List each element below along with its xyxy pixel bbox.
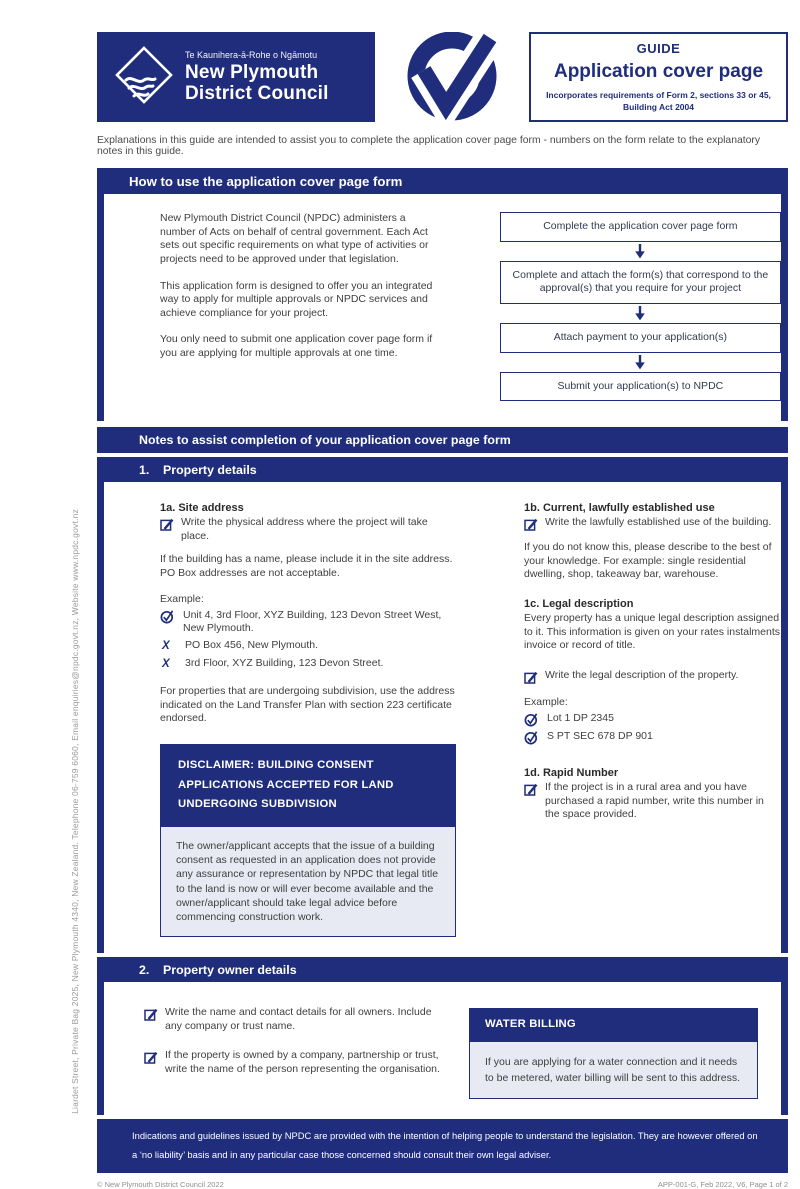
check-icon <box>524 730 539 745</box>
s1a-example-label: Example: <box>160 592 204 605</box>
water-billing-body: If you are applying for a water connection and it needs to be metered, water billing will be sent to this address. <box>469 1042 758 1100</box>
water-billing-heading: WATER BILLING <box>469 1008 758 1042</box>
liability-disclaimer-bar: Indications and guidelines issued by NPDC are provided with the intention of helping people to understand the legislation. They are however offered on a ‘no liability’ basis and in any particular case those concerned should consult their own legal adviser. <box>97 1119 788 1173</box>
s1c-example: Lot 1 DP 2345 <box>547 712 614 725</box>
document-reference: APP-001-G, Feb 2022, V6, Page 1 of 2 <box>657 1179 788 1189</box>
write-icon <box>144 1006 158 1033</box>
s1a-bad-example: PO Box 456, New Plymouth. <box>185 639 319 652</box>
process-flowchart <box>500 212 781 401</box>
tick-emblem-icon <box>375 32 529 122</box>
copyright-text: © New Plymouth District Council 2022 <box>97 1179 224 1189</box>
how-to-section <box>97 168 788 421</box>
water-billing-box <box>469 1008 758 1099</box>
how-to-paragraph: New Plymouth District Council (NPDC) administers a number of Acts on behalf of central government. Each Act sets out specific requirements on what type of activities or projects need to be approved under that legislation. <box>160 212 429 265</box>
s1a-write-note: Write the physical address where the project will take place. <box>181 516 428 542</box>
contact-sidebar-text: Liardet Street, Private Bag 2025, New Plymouth 4340, New Zealand. Telephone 06-759 6060, Email enquiries@npdc.govt.nz, Website www.npdc.govt.nz <box>70 509 80 1114</box>
page-footer-line <box>97 1180 788 1189</box>
down-arrow-icon <box>634 244 646 259</box>
s1a-paragraph: For properties that are undergoing subdivision, use the address indicated on the Land Transfer Plan with section 223 certificate endorsed. <box>160 684 455 725</box>
s2-write-note: Write the name and contact details for all owners. Include any company or trust name. <box>165 1006 432 1032</box>
s1c-example: S PT SEC 678 DP 901 <box>547 730 653 743</box>
cross-icon: X <box>162 640 170 653</box>
s1c-paragraph: Every property has a unique legal description assigned to it. This information is given on your rates instalments invoice or record of title. <box>524 612 781 652</box>
section1-heading-bar <box>97 457 788 482</box>
flow-step: Complete and attach the form(s) that correspond to the approval(s) that you require for your project <box>500 261 781 304</box>
notes-heading-bar: Notes to assist completion of your application cover page form <box>97 427 788 453</box>
s1b-paragraph: If you do not know this, please describe to the best of your knowledge. For example: single residential dwelling, shop, takeaway bar, warehouse. <box>524 541 772 581</box>
write-icon <box>524 669 538 684</box>
s1d-write-note: If the project is in a rural area and you have purchased a rapid number, write this number in the space provided. <box>545 781 764 821</box>
s1a-bad-example: 3rd Floor, XYZ Building, 123 Devon Street. <box>185 656 384 669</box>
how-to-paragraph: This application form is designed to offer you an integrated way to apply for multiple approvals or NPDC services and achieve compliance for your project. <box>160 279 433 319</box>
flow-step: Complete the application cover page form <box>500 212 781 242</box>
s1c-example-label: Example: <box>524 696 568 709</box>
flow-step: Attach payment to your application(s) <box>500 323 781 353</box>
s1b-write-note: Write the lawfully established use of the building. <box>545 516 772 529</box>
write-icon <box>144 1049 158 1076</box>
council-name-line2: District Council <box>185 82 329 104</box>
write-icon <box>160 516 174 543</box>
write-icon <box>524 516 538 531</box>
check-icon <box>160 609 175 636</box>
section2-heading: Property owner details <box>163 962 297 977</box>
section1-heading: Property details <box>163 462 257 477</box>
disclaimer-box <box>160 744 456 937</box>
doc-subtitle: Incorporates requirements of Form 2, sections 33 or 45, Building Act 2004 <box>546 90 771 112</box>
s1c-heading: 1c. Legal description <box>524 598 634 611</box>
section2-heading-bar <box>97 957 788 982</box>
disclaimer-body: The owner/applicant accepts that the issue of a building consent as requested in an application does not provide any assurance or representation by NPDC that legal title to the land is now or will ever become available and the owner/applicant should take legal advice before commencing construction work. <box>160 827 456 937</box>
s1d-heading: 1d. Rapid Number <box>524 767 619 780</box>
cross-icon: X <box>162 657 170 670</box>
s1a-heading: 1a. Site address <box>160 502 244 515</box>
disclaimer-heading: DISCLAIMER: BUILDING CONSENT APPLICATIONS ACCEPTED FOR LAND UNDERGOING SUBDIVISION <box>160 744 456 827</box>
council-maori-name: Te Kaunihera-ā-Rohe o Ngāmotu <box>185 49 318 60</box>
page-header <box>97 32 788 122</box>
npdc-logo-icon <box>113 44 175 110</box>
write-icon <box>524 781 538 822</box>
s1a-good-example: Unit 4, 3rd Floor, XYZ Building, 123 Devon Street West, New Plymouth. <box>183 608 442 635</box>
council-brand-band <box>97 32 375 122</box>
section2-content <box>97 982 788 1115</box>
how-to-paragraphs <box>160 212 434 401</box>
section1-number: 1. <box>139 462 150 477</box>
section1-content <box>97 482 788 953</box>
s1b-heading: 1b. Current, lawfully established use <box>524 502 715 515</box>
check-icon <box>524 712 539 727</box>
section2-number: 2. <box>139 962 150 977</box>
flow-step: Submit your application(s) to NPDC <box>500 372 781 402</box>
s1a-paragraph: If the building has a name, please include it in the site address. PO Box addresses are not acceptable. <box>160 553 453 580</box>
page-title: Application cover page <box>553 61 764 83</box>
how-to-heading-bar: How to use the application cover page form <box>97 168 788 194</box>
document-title-panel <box>529 32 788 122</box>
s2-write-note: If the property is owned by a company, partnership or trust, write the name of the person representing the organisation. <box>165 1049 440 1076</box>
s1c-write-note: Write the legal description of the property. <box>545 669 739 682</box>
down-arrow-icon <box>634 306 646 321</box>
how-to-paragraph: You only need to submit one application cover page form if you are applying for multiple approvals at one time. <box>160 333 433 360</box>
doc-type-label: GUIDE <box>636 41 681 57</box>
down-arrow-icon <box>634 355 646 370</box>
council-name-line1: New Plymouth <box>185 61 319 83</box>
intro-text: Explanations in this guide are intended to assist you to complete the application cover page form - numbers on the form relate to the explanatory notes in this guide. <box>97 135 761 157</box>
